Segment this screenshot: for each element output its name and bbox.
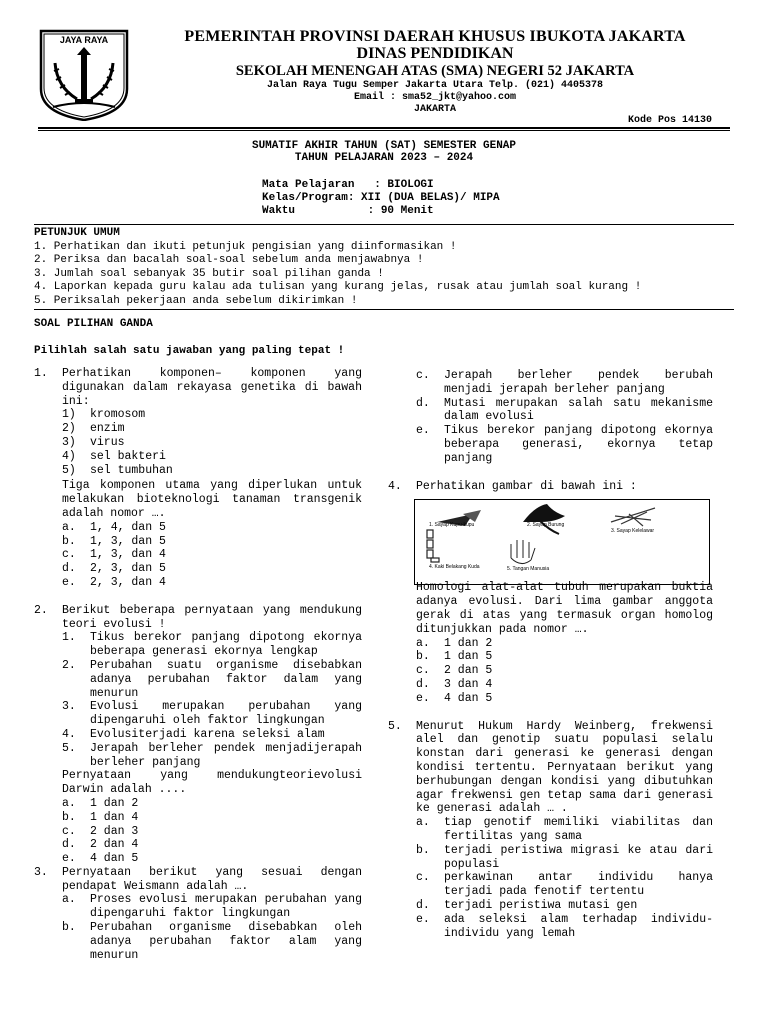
exam-subject: Mata Pelajaran : BIOLOGI (262, 179, 434, 191)
instruction-item: 3. Jumlah soal sebanyak 35 butir soal pilihan ganda ! (34, 267, 384, 280)
answer-option[interactable]: c. 1, 3, dan 4 (62, 548, 166, 562)
question-text: Berikut beberapa pernyataan yang mendukung teori evolusi ! (62, 603, 362, 631)
instruction-item: 1. Perhatikan dan ikuti petunjuk pengisian yang diinformasikan ! (34, 240, 457, 253)
answer-option[interactable]: e. Tikus berekor panjang dipotong ekornya beberapa generasi, ekornya tetap panjang (416, 424, 713, 465)
answer-option[interactable]: c. 2 dan 5 (416, 664, 493, 678)
question-text: Pernyataan yang mendukungteorievolusi Darwin adalah .... (62, 769, 362, 797)
school-address: Jalan Raya Tugu Semper Jakarta Utara Telp. (021) 4405378 (266, 80, 604, 91)
list-item: 1. Tikus berekor panjang dipotong ekornya beberapa generasi ekornya lengkap (62, 631, 362, 659)
section-instruction: Pilihlah salah satu jawaban yang paling tepat ! (34, 345, 345, 357)
section-title: SOAL PILIHAN GANDA (34, 318, 153, 330)
question-number: 5. (388, 719, 402, 733)
answer-option[interactable]: d. Mutasi merupakan salah satu mekanisme dalam evolusi (416, 396, 713, 424)
question-1 (34, 367, 362, 590)
jaya-raya-logo-icon (37, 29, 131, 121)
school-name: SEKOLAH MENENGAH ATAS (SMA) NEGERI 52 JAKARTA (235, 63, 635, 79)
question-3-continued (388, 369, 713, 466)
answer-option[interactable]: e. ada seleksi alam terhadap individu-individu yang lemah (416, 912, 713, 940)
school-email: Email : sma52_jkt@yahoo.com (353, 92, 517, 103)
answer-option[interactable]: b. 1 dan 5 (416, 650, 493, 664)
letterhead (0, 0, 768, 132)
question-5 (388, 720, 713, 941)
question-3 (34, 866, 362, 963)
answer-option[interactable]: c. 2 dan 3 (62, 824, 139, 838)
school-city: JAKARTA (413, 104, 456, 115)
answer-option[interactable]: e. 4 dan 5 (62, 852, 139, 866)
svg-text:5. Tangan Manusia: 5. Tangan Manusia (507, 566, 550, 573)
answer-option[interactable]: a. tiap genotif memiliki viabilitas dan fertilitas yang sama (416, 816, 713, 843)
exam-title (0, 140, 768, 164)
list-item: 1) kromosom (62, 408, 146, 422)
answer-option[interactable]: d. 3 dan 4 (416, 677, 493, 691)
instruction-item: 4. Laporkan kepada guru kalau ada tulisan yang kurang jelas, rusak atau jumlah soal kurang ! (34, 281, 642, 293)
right-column (388, 369, 713, 940)
exam-meta (262, 179, 500, 218)
general-instructions (34, 227, 734, 308)
svg-text:JAYA RAYA: JAYA RAYA (59, 35, 109, 45)
answer-option[interactable]: a. 1 dan 2 (62, 796, 139, 810)
answer-option[interactable]: b. 1, 3, dan 5 (62, 534, 166, 548)
answer-option[interactable]: d. terjadi peristiwa mutasi gen (416, 898, 638, 912)
svg-text:1. Sayap Kupu-kupu: 1. Sayap Kupu-kupu (429, 522, 475, 529)
answer-option[interactable]: d. 2 dan 4 (62, 838, 139, 852)
question-number: 4. (388, 479, 402, 493)
letterhead-divider-thick (38, 127, 730, 129)
exam-title-line2: TAHUN PELAJARAN 2023 – 2024 (294, 152, 474, 164)
list-item: 5) sel tumbuhan (62, 463, 173, 477)
exam-title-line1: SUMATIF AKHIR TAHUN (SAT) SEMESTER GENAP (251, 140, 517, 152)
list-item: 4) sel bakteri (62, 449, 166, 463)
limb-homology-illustration-icon (415, 500, 711, 586)
answer-option[interactable]: c. Jerapah berleher pendek berubah menjadi jerapah berleher panjang (416, 369, 713, 396)
question-number: 2. (34, 603, 48, 617)
exam-class: Kelas/Program: XII (DUA BELAS)/ MIPA (262, 192, 500, 204)
question-4-body (388, 581, 713, 705)
svg-text:3. Sayap Kelelawar: 3. Sayap Kelelawar (611, 528, 655, 535)
answer-option[interactable]: a. 1, 4, dan 5 (62, 520, 166, 534)
letterhead-divider-thin (38, 130, 730, 131)
postal-code: Kode Pos 14130 (627, 115, 712, 126)
answer-option[interactable]: e. 2, 3, dan 4 (62, 575, 166, 589)
question-text: Homologi alat-alat tubuh merupakan buktia adanya evolusi. Dari lima gambar anggota gerak di atas yang termasuk organ homolog ditunjukkan pada nomor …. (416, 581, 713, 636)
instruction-item: 5. Periksalah pekerjaan anda sebelum dikirimkan ! (34, 294, 358, 307)
list-item: 4. Evolusiterjadi karena seleksi alam (62, 727, 325, 741)
answer-option[interactable]: c. perkawinan antar individu hanya terjadi pada fenotif tertentu (416, 871, 713, 899)
question-text: Pernyataan berikut yang sesuai dengan pendapat Weismann adalah …. (62, 865, 362, 893)
instructions-bottom-border (34, 309, 734, 310)
homology-figure (414, 499, 710, 585)
answer-option[interactable]: b. 1 dan 4 (62, 810, 139, 824)
instructions-title: PETUNJUK UMUM (34, 227, 120, 239)
horse-leg-icon (427, 530, 439, 562)
list-item: 3) virus (62, 435, 125, 449)
question-number: 3. (34, 865, 48, 879)
list-item: 2. Perubahan suatu organisme disebabkan adanya perubahan faktor dalam yang menurun (62, 658, 362, 700)
bird-wing-icon (523, 504, 565, 534)
question-4 (388, 480, 713, 494)
human-hand-icon (511, 540, 535, 564)
svg-text:2. Sayap Burung: 2. Sayap Burung (527, 522, 565, 529)
answer-option[interactable]: d. 2, 3, dan 5 (62, 562, 166, 576)
bat-wing-icon (611, 508, 655, 526)
list-item: 2) enzim (62, 422, 125, 436)
answer-option[interactable]: a. 1 dan 2 (416, 636, 493, 650)
svg-text:4. Kaki Belakang Kuda: 4. Kaki Belakang Kuda (429, 564, 480, 571)
department-name: DINAS PENDIDIKAN (356, 45, 514, 62)
instruction-item: 2. Periksa dan bacalah soal-soal sebelum anda menjawabnya ! (34, 254, 424, 266)
question-number: 1. (34, 367, 48, 380)
answer-option[interactable]: b. terjadi peristiwa migrasi ke atau dari populasi (416, 843, 713, 871)
question-text: Tiga komponen utama yang diperlukan untuk melakukan bioteknologi tanaman transgenik adalah nomor …. (62, 479, 362, 520)
list-item: 5. Jerapah berleher pendek menjadijerapah berleher panjang (62, 741, 362, 769)
answer-option[interactable]: e. 4 dan 5 (416, 691, 493, 705)
government-name: PEMERINTAH PROVINSI DAERAH KHUSUS IBUKOTA JAKARTA (184, 28, 686, 45)
question-text: Perhatikan komponen– komponen yang digunakan dalam rekayasa genetika di bawah ini: (62, 367, 362, 408)
question-text: Perhatikan gambar di bawah ini : (416, 479, 637, 493)
instructions-top-border (34, 224, 734, 225)
answer-option[interactable]: b. Perubahan organisme disebabkan oleh adanya perubahan faktor alam yang menurun (62, 921, 362, 962)
question-text: Menurut Hukum Hardy Weinberg, frekwensi alel dan genotip suatu populasi selalu konstan dari generasi ke generasi dengan kondisi tertentu. Pernyataan berikut yang berhubungan dengan kondisi yang dibutuhkan agar frekwensi gen tetap sama dari generasi ke generasi adalah … . (416, 719, 713, 816)
question-2 (34, 604, 362, 866)
left-column (34, 367, 362, 962)
answer-option[interactable]: a. Proses evolusi merupakan perubahan yang dipengaruhi faktor lingkungan (62, 893, 362, 921)
list-item: 3. Evolusi merupakan perubahan yang dipengaruhi oleh faktor lingkungan (62, 700, 362, 728)
exam-time: Waktu : 90 Menit (262, 205, 434, 217)
